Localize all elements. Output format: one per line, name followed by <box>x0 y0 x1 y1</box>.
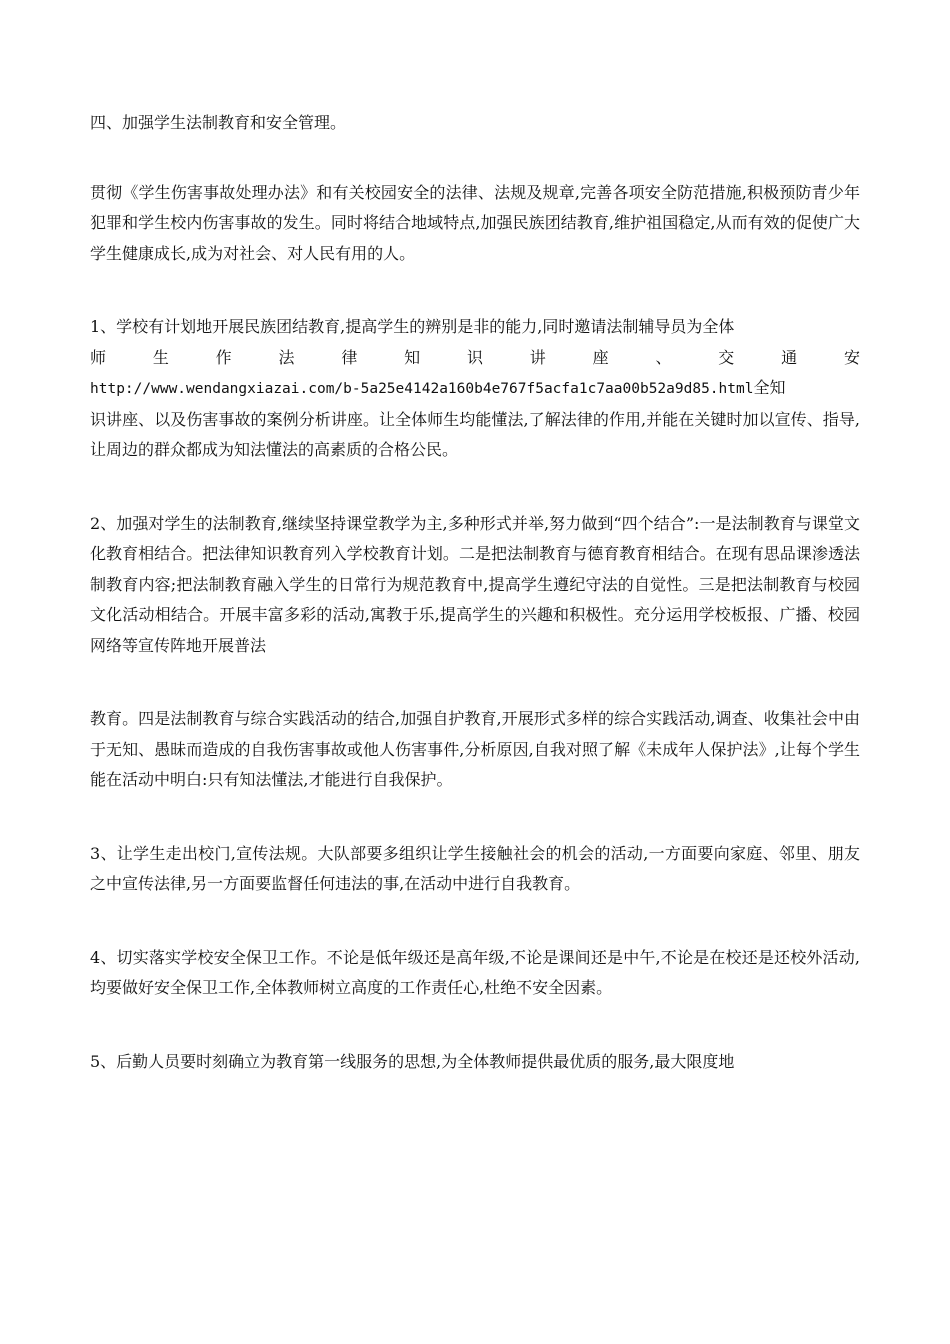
item-1-first-line: 1、学校有计划地开展民族团结教育,提高学生的辨别是非的能力,同时邀请法制辅导员为全体 <box>90 317 735 336</box>
spread-char: 知 <box>404 347 421 367</box>
spread-char: 法 <box>278 347 295 367</box>
item-1-url-line <box>90 373 860 405</box>
spread-char: 讲 <box>529 347 546 367</box>
item-1-spread-line <box>90 343 860 374</box>
spread-char: 座 <box>592 347 609 367</box>
spread-char: 师 <box>90 347 107 367</box>
item-4-paragraph: 4、切实落实学校安全保卫工作。不论是低年级还是高年级,不论是课间还是中午,不论是在校还是还校外活动,均要做好安全保卫工作,全体教师树立高度的工作责任心,杜绝不安全因素。 <box>90 947 860 997</box>
spread-char: 通 <box>781 347 798 367</box>
item-5-paragraph: 5、后勤人员要时刻确立为教育第一线服务的思想,为全体教师提供最优质的服务,最大限度地 <box>90 1051 735 1071</box>
spread-char: 、 <box>655 347 672 367</box>
spread-char: 生 <box>152 347 169 367</box>
item-1-rest: 识讲座、以及伤害事故的案例分析讲座。让全体师生均能懂法,了解法律的作用,并能在关键时加以宣传、指导,让周边的群众都成为知法懂法的高素质的合格公民。 <box>90 409 860 459</box>
spread-char: 识 <box>466 347 483 367</box>
item-2-paragraph: 2、加强对学生的法制教育,继续坚持课堂教学为主,多种形式并举,努力做到“四个结合”:一是法制教育与课堂文化教育相结合。把法律知识教育列入学校教育计划。二是把法制教育与德育教育相结合。在现有思品课渗透法制教育内容;把法制教育融入学生的日常行为规范教育中,提高学生遵纪守法的自觉性。三是把法制教育与校园文化活动相结合。开展丰富多彩的活动,寓教于乐,提高学生的兴趣和积极性。充分运用学校板报、广播、校园网络等宣传阵地开展普法 <box>90 513 860 655</box>
item-2-continuation: 教育。四是法制教育与综合实践活动的结合,加强自护教育,开展形式多样的综合实践活动,调查、收集社会中由于无知、愚昧而造成的自我伤害事故或他人伤害事件,分析原因,自我对照了解《未成年人保护法》,让每个学生能在活动中明白:只有知法懂法,才能进行自我保护。 <box>90 709 860 789</box>
section-heading: 四、加强学生法制教育和安全管理。 <box>90 113 347 132</box>
spread-char: 交 <box>718 347 735 367</box>
document-page <box>90 108 860 1077</box>
spread-char: 作 <box>215 347 232 367</box>
item-3-paragraph: 3、让学生走出校门,宣传法规。大队部要多组织让学生接触社会的机会的活动,一方面要向家庭、邻里、朋友之中宣传法律,另一方面要监督任何违法的事,在活动中进行自我教育。 <box>90 843 860 893</box>
item-1-paragraph <box>90 312 860 466</box>
spread-char: 律 <box>341 347 358 367</box>
source-url-link[interactable]: http://www.wendangxiazai.com/b-5a25e4142a160b4e767f5acfa1c7aa00b52a9d85.html <box>90 381 754 397</box>
item-1-after-url: 全知 <box>753 378 786 397</box>
intro-paragraph: 贯彻《学生伤害事故处理办法》和有关校园安全的法律、法规及规章,完善各项安全防范措施,积极预防青少年犯罪和学生校内伤害事故的发生。同时将结合地域特点,加强民族团结教育,维护祖国稳定,从而有效的促使广大学生健康成长,成为对社会、对人民有用的人。 <box>90 182 860 263</box>
spread-char: 安 <box>843 347 860 367</box>
